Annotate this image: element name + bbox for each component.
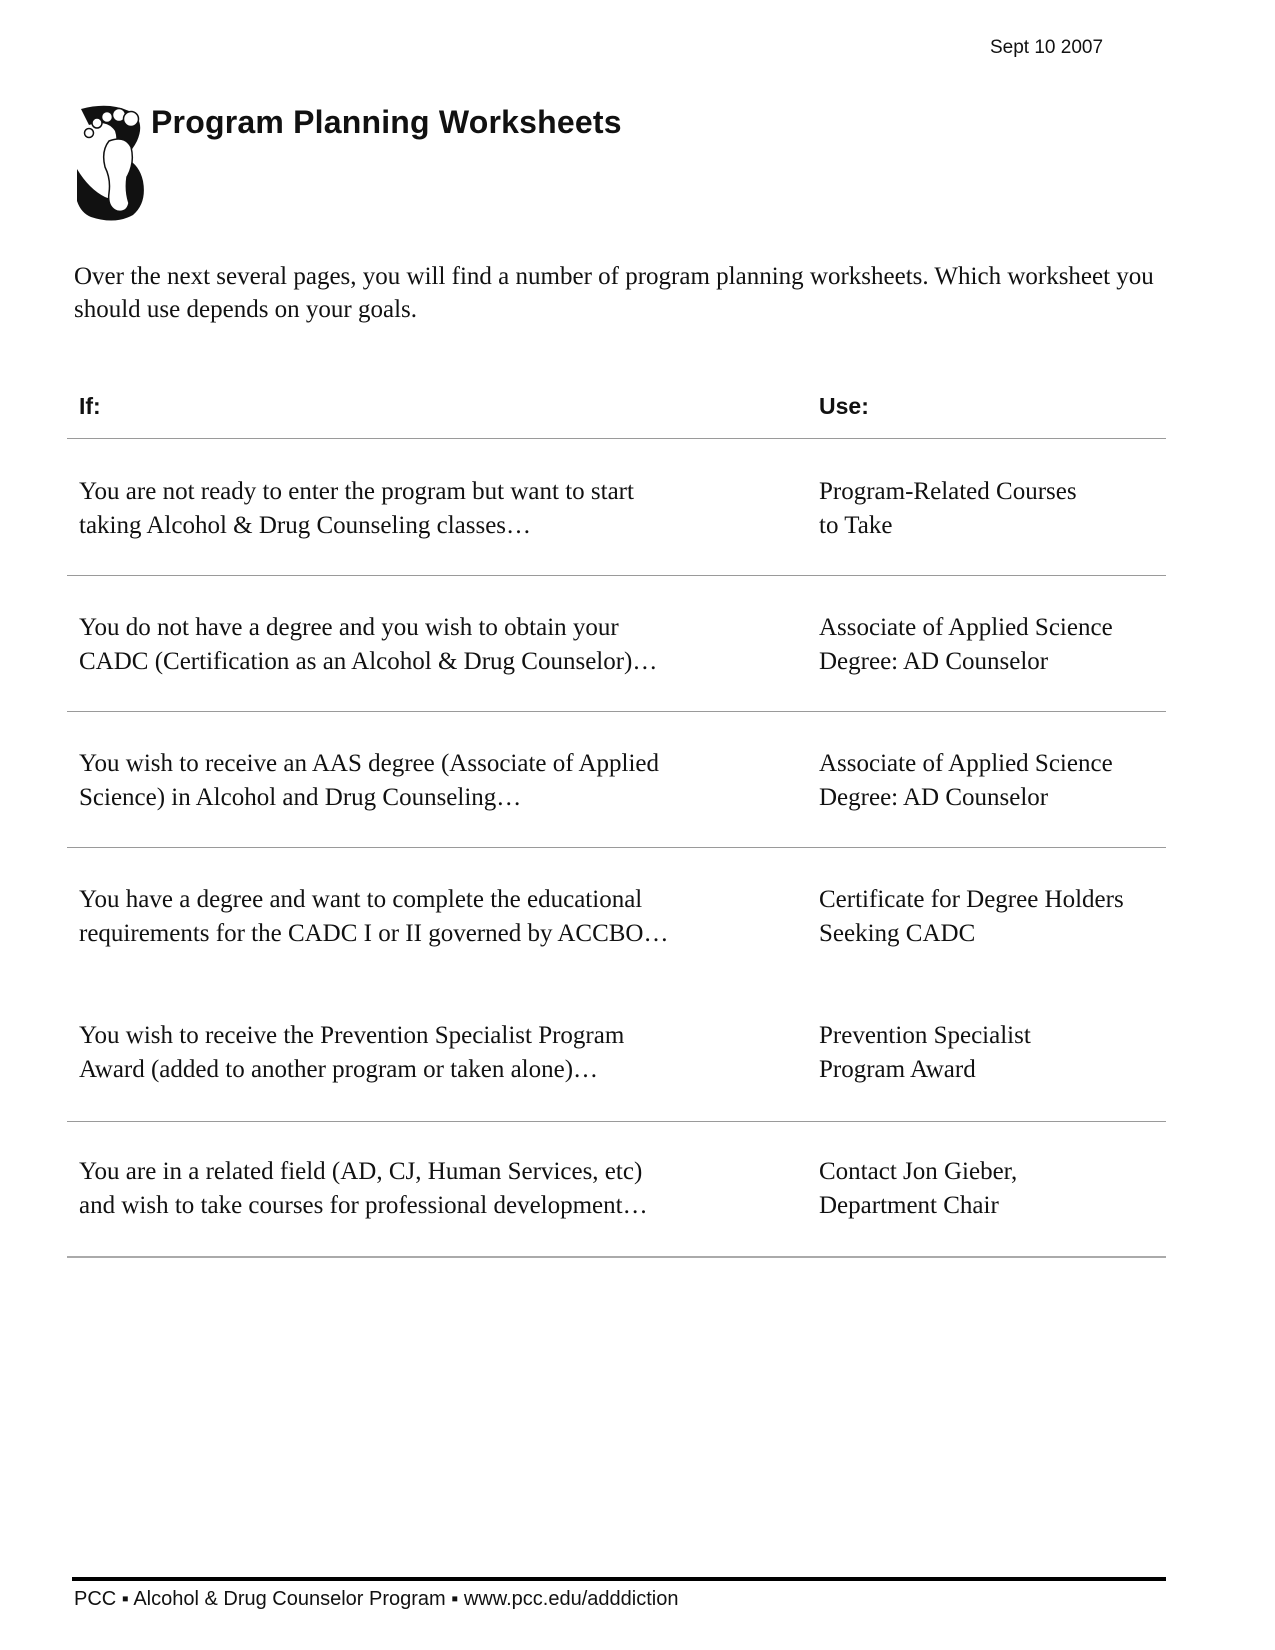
page-footer: PCC ▪ Alcohol & Drug Counselor Program ▪ www.pcc.edu/adddiction [74,1588,679,1610]
worksheet-cell: Contact Jon Gieber, Department Chair [819,1158,1018,1219]
condition-cell: You are in a related field (AD, CJ, Human Services, etc) and wish to take courses for professional development… [79,1158,648,1219]
page-title: Program Planning Worksheets [151,104,622,140]
row-divider [67,1121,1166,1122]
row-divider [67,847,1166,848]
if-column-header: If: [79,393,101,419]
document-date: Sept 10 2007 [990,37,1104,58]
row-divider [67,711,1166,712]
row-divider [67,575,1166,576]
intro-paragraph: Over the next several pages, you will find a number of program planning worksheets. Which worksheet you should use depends on your goals. [74,263,1154,323]
chapter-number-footprint-logo [75,105,147,221]
worksheet-cell: Associate of Applied Science Degree: AD Counselor [819,614,1113,675]
worksheet-cell: Program-Related Courses to Take [819,478,1077,539]
condition-cell: You do not have a degree and you wish to obtain your CADC (Certification as an Alcohol & Drug Counselor)… [79,614,658,675]
worksheet-cell: Associate of Applied Science Degree: AD Counselor [819,750,1113,811]
worksheet-cell: Certificate for Degree Holders Seeking CADC [819,886,1124,947]
footer-rule [72,1577,1166,1581]
header-divider [67,438,1166,439]
table-bottom-rule [67,1256,1166,1258]
condition-cell: You have a degree and want to complete the educational requirements for the CADC I or II governed by ACCBO… [79,886,669,947]
use-column-header: Use: [819,393,869,419]
worksheet-cell: Prevention Specialist Program Award [819,1022,1031,1083]
condition-cell: You are not ready to enter the program but want to start taking Alcohol & Drug Counseling classes… [79,478,634,539]
condition-cell: You wish to receive an AAS degree (Associate of Applied Science) in Alcohol and Drug Counseling… [79,750,659,811]
condition-cell: You wish to receive the Prevention Specialist Program Award (added to another program or taken alone)… [79,1022,625,1083]
